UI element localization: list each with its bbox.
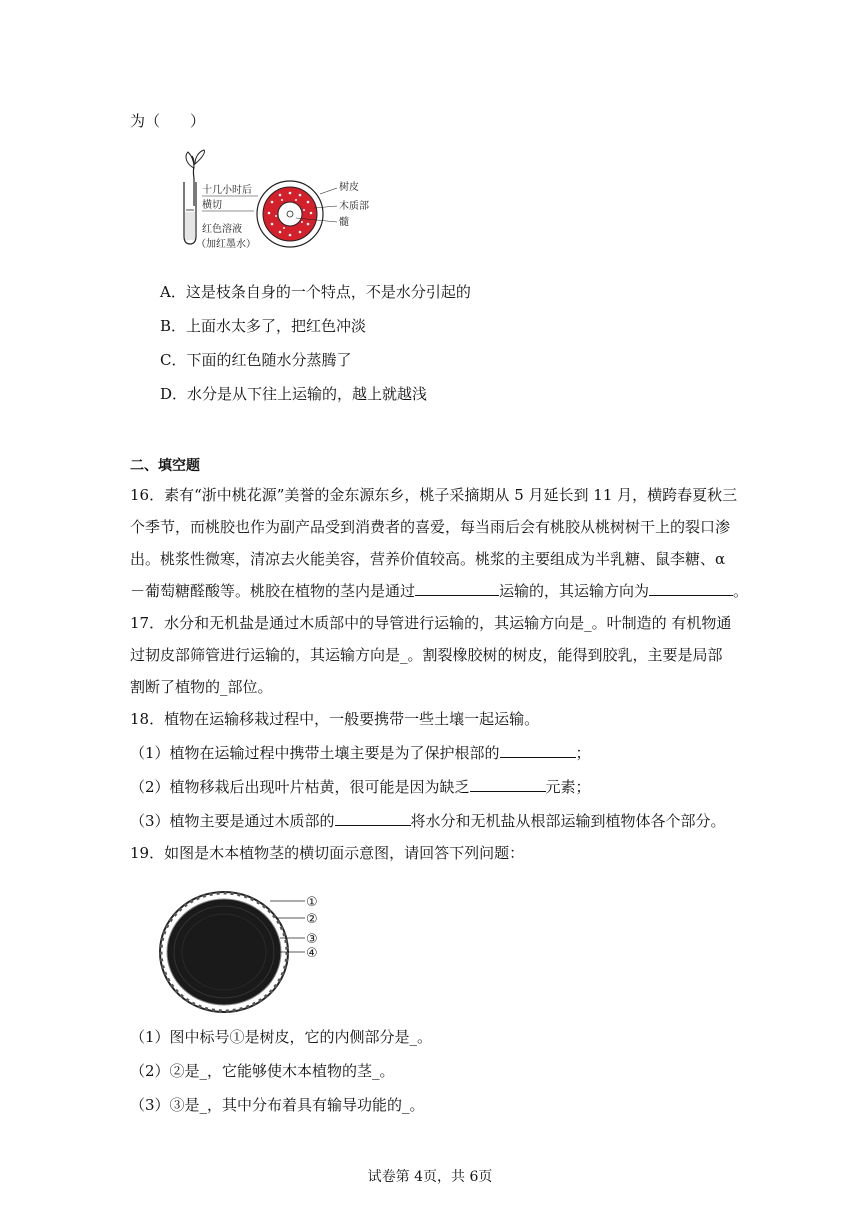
q18-sub-2-end: 元素； (545, 778, 591, 796)
fig15-label-pith: 髓 (339, 217, 349, 228)
fig15-label-solution: 红色溶液 (202, 224, 242, 235)
fig15-label-ink: （加红墨水） (196, 239, 256, 250)
section-title: 二、填空题 (130, 458, 200, 474)
q16-line-3: 出。桃浆性微寒，清凉去火能美容，营养价值较高。桃浆的主要组成为半乳糖、鼠李糖、α (130, 550, 726, 568)
fig19-label-3: ③ (306, 932, 318, 947)
q18-sub-3-text: （3）植物主要是通过木质部的 (130, 812, 335, 830)
fig15-label-xylem: 木质部 (339, 201, 369, 212)
q15-option-b: B．上面水太多了，把红色冲淡 (160, 317, 367, 335)
q15-option-d: D．水分是从下往上运输的，越上就越浅 (160, 385, 428, 403)
q16-blank-2[interactable] (649, 581, 733, 596)
q17-line-2: 过韧皮部筛管进行运输的，其运输方向是_。割裂橡胶树的树皮，能得到胶乳，主要是局部 (130, 646, 723, 664)
leaf-right (195, 150, 205, 164)
q17-line-1: 17．水分和无机盐是通过木质部中的导管进行运输的，其运输方向是_。叶制造的 有机物通 (130, 614, 732, 632)
q18-sub-1 (130, 742, 591, 763)
q18-sub-1-end: ； (575, 744, 591, 762)
q18-sub-1-text: （1）植物在运输过程中携带土壤主要是为了保护根部的 (130, 744, 500, 762)
q16-blank-1[interactable] (415, 581, 499, 596)
q16-line-4-part-a: －葡萄糖醛酸等。桃胶在植物的茎内是通过 (130, 582, 416, 600)
leaf-left (186, 152, 194, 168)
fig19-label-4: ④ (306, 946, 318, 961)
q16-line-4-part-b: 运输的，其运输方向为 (499, 582, 650, 600)
q19-stem: 19．如图是木本植物茎的横切面示意图，请回答下列问题： (130, 844, 525, 862)
q18-blank-1[interactable] (500, 743, 576, 758)
q19-sub-1: （1）图中标号①是树皮，它的内侧部分是_。 (130, 1028, 433, 1046)
q18-sub-2-text: （2）植物移栽后出现叶片枯黄，很可能是因为缺乏 (130, 778, 470, 796)
q17-line-3: 割断了植物的_部位。 (130, 678, 273, 696)
q15-option-c: C．下面的红色随水分蒸腾了 (160, 351, 352, 369)
q19-sub-2: （2）②是_，它能够使木本植物的茎_。 (130, 1062, 395, 1080)
fig15-label-bark: 树皮 (339, 182, 359, 193)
q15-option-a: A．这是枝条自身的一个特点，不是水分引起的 (160, 283, 471, 301)
q16-line-4-part-c: 。 (733, 582, 749, 600)
q18-blank-2[interactable] (470, 777, 546, 792)
q19-sub-3: （3）③是_，其中分布着具有输导功能的_。 (130, 1096, 425, 1114)
q18-blank-3[interactable] (335, 811, 411, 826)
page-footer: 试卷第 4页，共 6页 (367, 1169, 493, 1185)
fig19-label-2: ② (306, 912, 318, 927)
q19-stem-cross-section-figure (152, 888, 332, 1018)
q15-figure (172, 148, 372, 258)
fig19-label-1: ① (306, 895, 318, 910)
q16-line-2: 个季节，而桃胶也作为副产品受到消费者的喜爱，每当雨后会有桃胶从桃树树干上的裂口渗 (130, 518, 731, 536)
q16-line-1: 16．素有“浙中桃花源”美誉的金东源东乡，桃子采摘期从 5 月延长到 11 月，横跨春夏秋三 (130, 486, 738, 504)
q18-sub-3 (130, 810, 726, 831)
fig15-label-time: 十几小时后 (202, 185, 252, 196)
q18-stem: 18．植物在运输移栽过程中，一般要携带一些土壤一起运输。 (130, 710, 540, 728)
q18-sub-3-end: 将水分和无机盐从根部运输到植物体各个部分。 (410, 812, 726, 830)
q18-sub-2 (130, 776, 591, 797)
wood-core (167, 899, 281, 1005)
q15-stem-end: 为（ ） (130, 112, 206, 130)
fig15-label-cut: 横切 (202, 200, 222, 211)
q16-line-4 (130, 580, 748, 601)
